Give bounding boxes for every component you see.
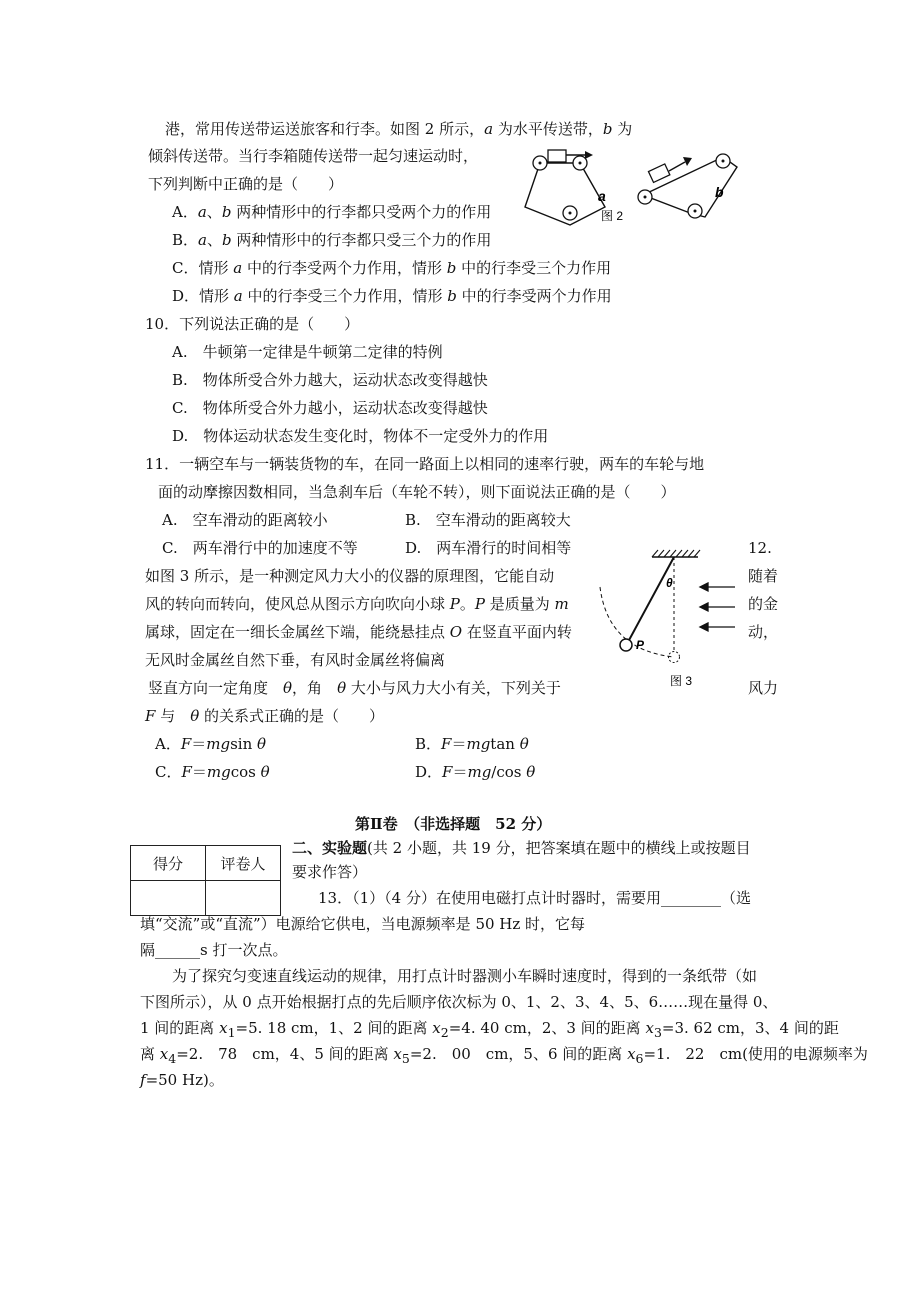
paragraph-line-3: 1 间的距离 $x_1=5$. 18 cm，1、2 间的距离 $x_2=4$. 40 cm，2、3 间的距离 $x_3=3$. 62 cm，3、4 间的距 [140,1019,839,1040]
paragraph-line-1: 为了探究匀变速直线运动的规律，用打点计时器测小车瞬时速度时，得到的一条纸带（如 [172,967,758,985]
score-table [130,845,281,916]
q12-line-2: 风的转向而转向，使风总从图示方向吹向小球 P。P 是质量为 m [145,595,569,613]
p-label: P [636,638,645,652]
q12-fragment-1: 随着 [748,567,779,585]
q11-stem-2: 面的动摩擦因数相同，当急刹车后（车轮不转），则下面说法正确的是（ ） [158,483,676,501]
paragraph-line-2: 下图所示），从 0 点开始根据打点的先后顺序依次标为 0、1、2、3、4、5、6……现在量得 0、 [140,993,778,1011]
figure-3-pendulum [590,545,745,695]
q10-stem: 10．下列说法正确的是（ ） [145,315,360,333]
conveyor-a-diagram [525,150,605,225]
luggage-a [548,150,566,162]
label-b: b [715,184,724,200]
wind-arrows-icon [700,583,735,631]
q9-option-a: A．a、b 两种情形中的行李都只受两个力的作用 [172,203,492,221]
q12-fragment-2: 的金 [748,595,779,613]
label-a: a [598,188,606,204]
q10-option-a: A. 牛顿第一定律是牛顿第二定律的特例 [172,343,443,361]
section-2-heading-cont: 要求作答） [292,863,368,881]
figure-2-caption: 图 2 [601,209,624,223]
q9-line-1: 港，常用传送带运送旅客和行李。如图 2 所示，a 为水平传送带，b 为 [165,120,633,138]
part-2-title: 第Ⅱ卷 （非选择题 52 分） [355,815,552,833]
q12-line-5: 竖直方向一定角度 θ，角 θ 大小与风力大小有关，下列关于 [148,679,561,697]
q13-line-1: 13．（1）（4 分）在使用电磁打点计时器时，需要用________（选 [318,889,751,907]
q12-line-3: 属球，固定在一细长金属丝下端，能绕悬挂点 O 在竖直平面内转 [145,623,572,641]
arrow-a-icon [585,151,593,159]
q12-option-a: A．F＝mgsin θ [155,735,267,753]
q11-option-a: A. 空车滑动的距离较小 [162,511,328,529]
q12-number: 12. [748,539,772,557]
section-2-heading: 二、实验题(共 2 小题，共 19 分，把答案填在题中的横线上或按题目 [292,839,751,857]
q11-option-d: D. 两车滑行的时间相等 [405,539,572,557]
theta-label: θ [666,576,673,590]
q12-line-4: 无风时金属丝自然下垂，有风时金属丝将偏离 [145,651,446,669]
q9-line-2: 倾斜传送带。当行李箱随传送带一起匀速运动时， [148,147,479,165]
q10-option-d: D. 物体运动状态发生变化时，物体不一定受外力的作用 [172,427,549,445]
q13-line-2: 填“交流”或“直流”）电源给它供电，当电源频率是 50 Hz 时，它每 [140,915,586,933]
q12-option-b: B．F＝mgtan θ [415,735,529,753]
q9-option-c: C．情形 a 中的行李受两个力作用，情形 b 中的行李受三个力作用 [172,259,612,277]
figure-2-conveyors [515,145,755,235]
figure-3-caption: 图 3 [670,674,693,688]
q9-option-b: B．a、b 两种情形中的行李都只受三个力的作用 [172,231,492,249]
q10-option-b: B. 物体所受合外力越大，运动状态改变得越快 [172,371,488,389]
q11-option-c: C. 两车滑行中的加速度不等 [162,539,358,557]
paragraph-line-4: 离 $x_4=2$. 78 cm，4、5 间的距离 $x_5=2$. 00 cm，5、6 间的距离 $x_6=1$. 22 cm(使用的电源频率为 [140,1045,868,1066]
paragraph-line-5: f=50 Hz)。 [140,1071,224,1089]
q9-option-d: D．情形 a 中的行李受三个力作用，情形 b 中的行李受两个力作用 [172,287,612,305]
q10-option-c: C. 物体所受合外力越小，运动状态改变得越快 [172,399,488,417]
q12-option-d: D．F＝mg/cos θ [415,763,536,781]
q12-fragment-3: 动， [748,623,779,641]
q12-line-6: F 与 θ 的关系式正确的是（ ） [145,707,385,725]
q9-line-3: 下列判断中正确的是（ ） [148,175,344,193]
q11-stem-1: 11．一辆空车与一辆装货物的车，在同一路面上以相同的速率行驶，两车的车轮与地 [145,455,705,473]
q13-line-3: 隔______s 打一次点。 [140,941,288,959]
ceiling-hatch [652,550,700,557]
q12-fragment-4: 风力 [748,679,779,697]
arrow-b-icon [683,157,692,166]
score-input-cell[interactable] [131,881,206,916]
q12-line-1: 如图 3 所示，是一种测定风力大小的仪器的原理图，它能自动 [145,567,555,585]
ball-p [620,639,632,651]
grader-input-cell[interactable] [206,881,281,916]
q12-option-c: C．F＝mgcos θ [155,763,270,781]
grader-label: 评卷人 [206,846,281,881]
luggage-b [648,164,669,182]
score-label: 得分 [131,846,206,881]
q11-option-b: B. 空车滑动的距离较大 [405,511,571,529]
